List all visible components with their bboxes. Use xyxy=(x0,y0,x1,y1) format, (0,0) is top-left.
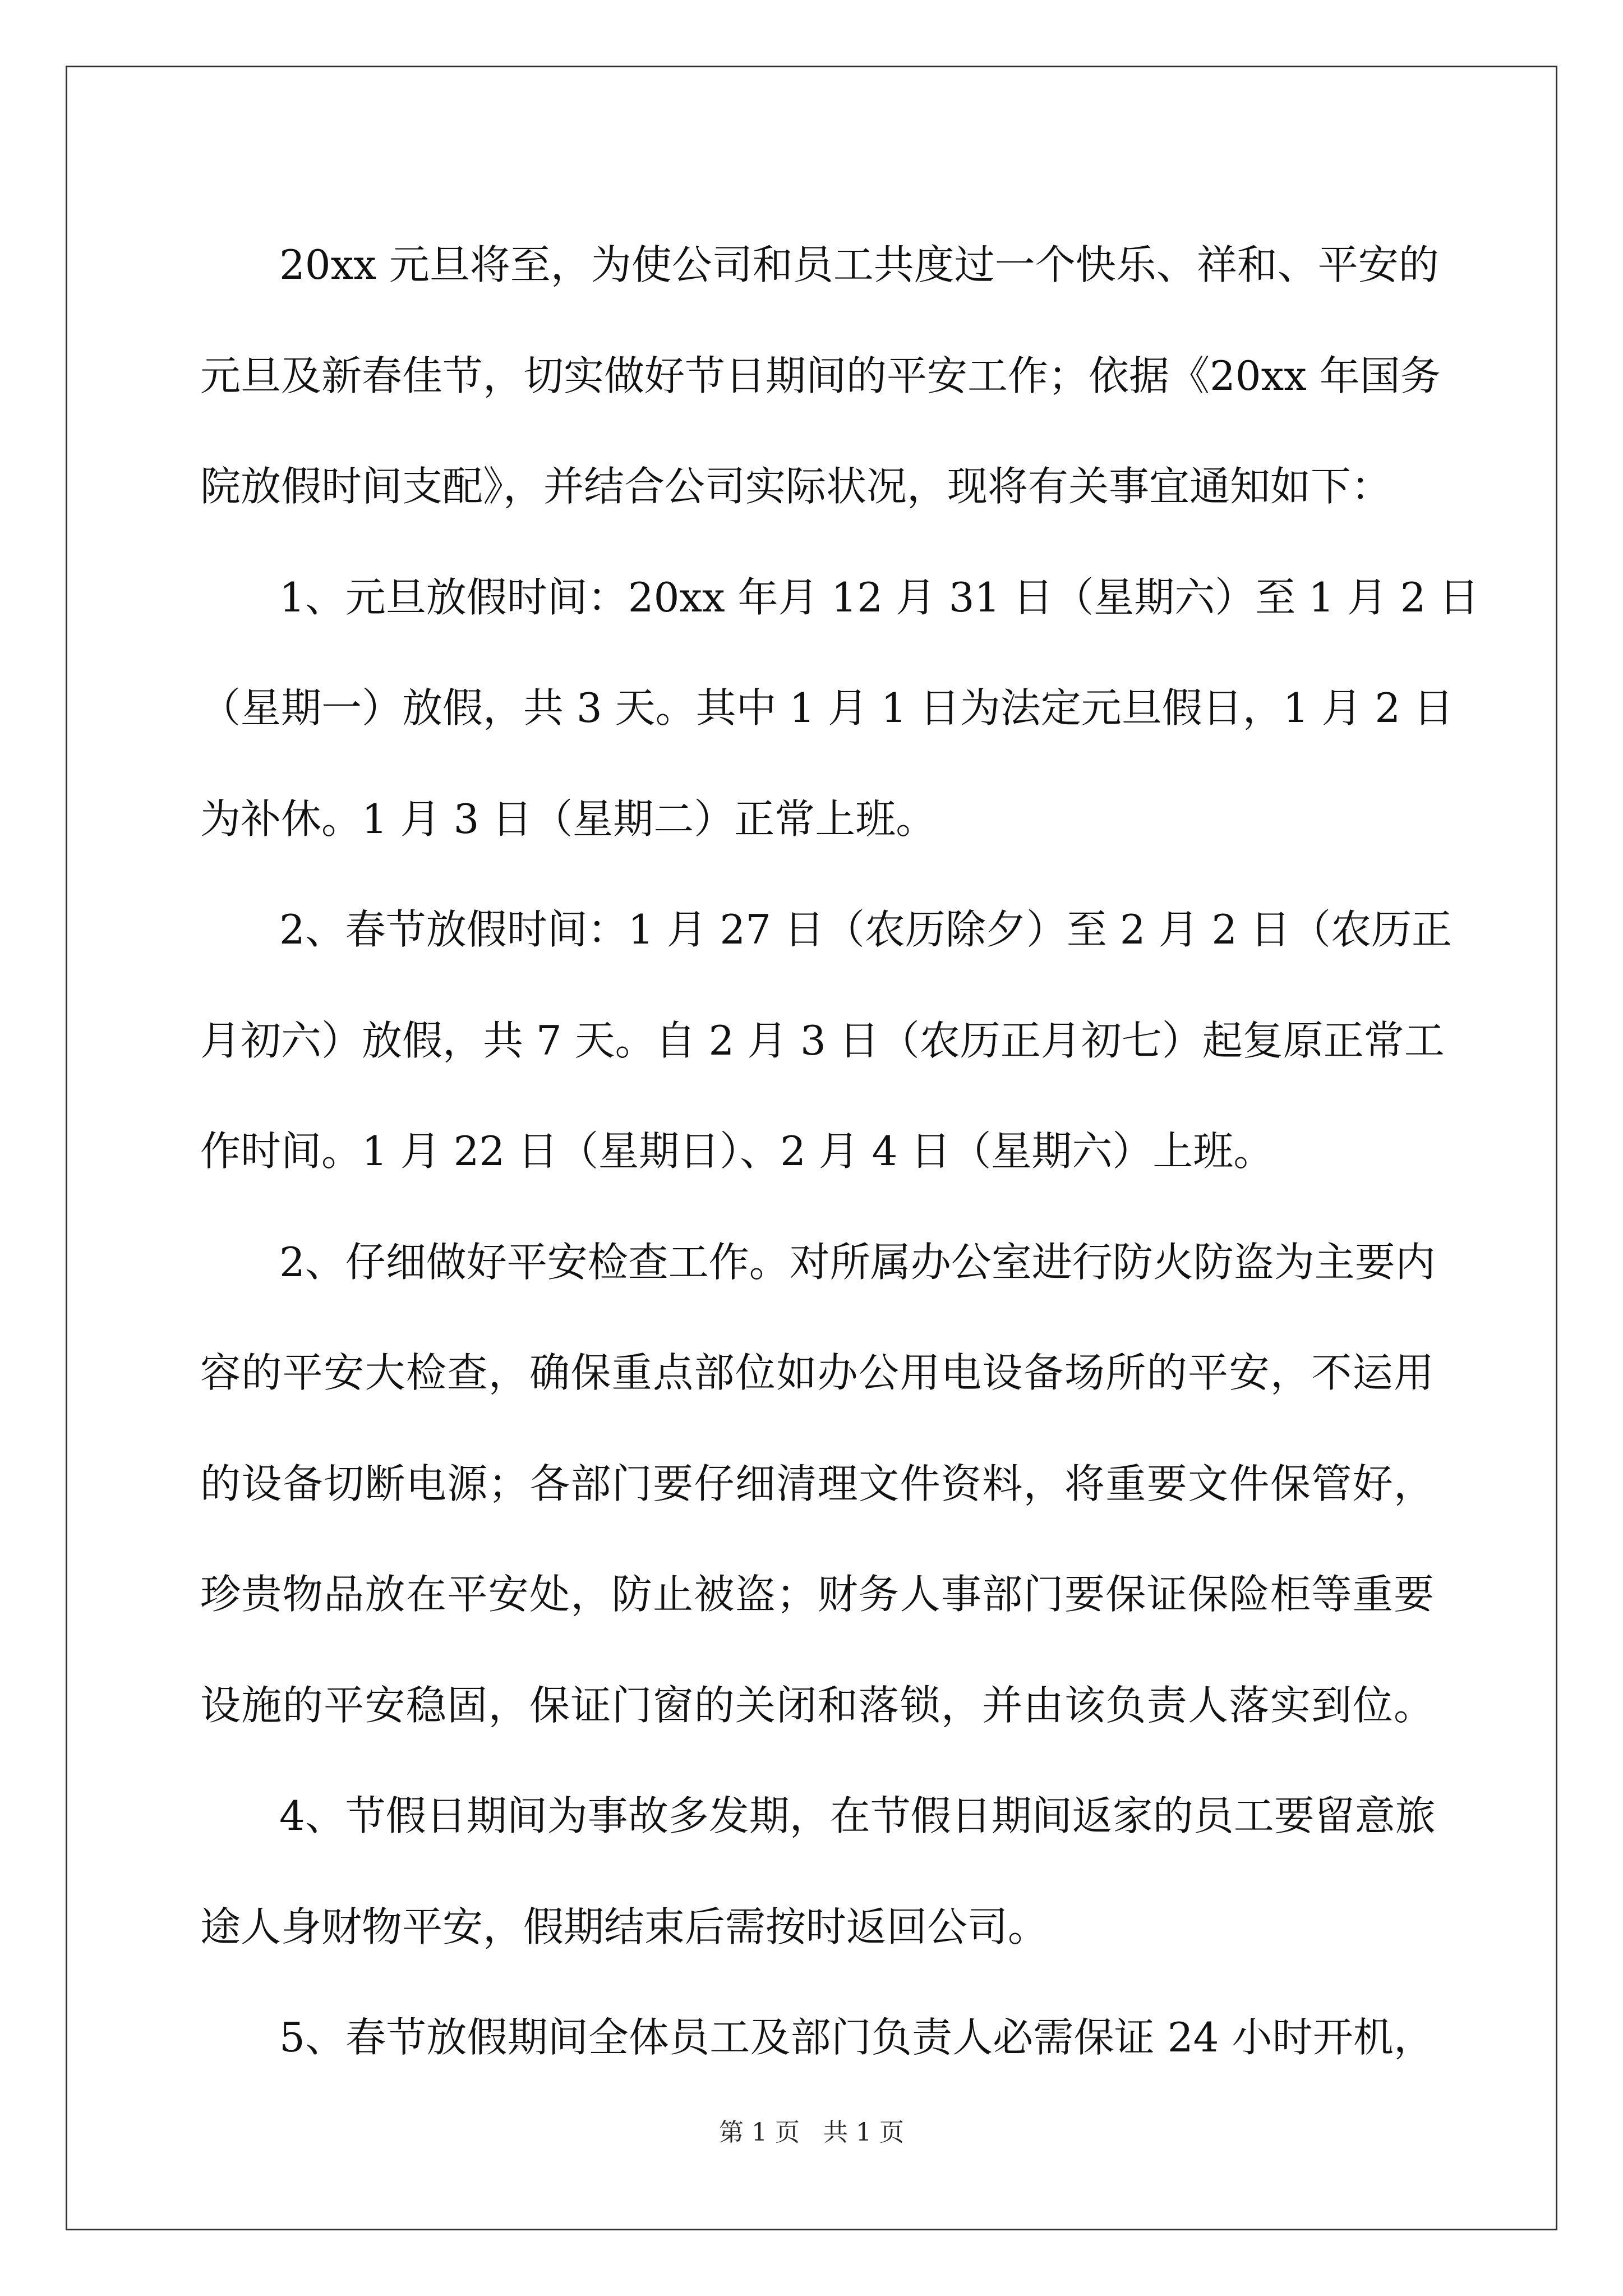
text-line: 2、春节放假时间：1 月 27 日（农历除夕）至 2 月 2 日（农历正 xyxy=(279,906,1453,953)
text-line: （星期一）放假，共 3 天。其中 1 月 1 日为法定元旦假日，1 月 2 日 xyxy=(200,684,1454,731)
paragraph-item-2b xyxy=(200,1207,1434,1761)
paragraph-item-2a xyxy=(200,875,1453,1207)
paragraph-item-1 xyxy=(200,542,1479,875)
paragraph-item-5 xyxy=(200,1982,1434,2093)
text-line: 月初六）放假，共 7 天。自 2 月 3 日（农历正月初七）起复原正常工 xyxy=(200,1016,1445,1064)
text-line: 设施的平安稳固，保证门窗的关闭和落锁，并由该负责人落实到位。 xyxy=(200,1681,1434,1729)
paragraph-intro xyxy=(200,210,1441,542)
paragraph-item-4 xyxy=(200,1761,1434,1982)
text-line: 2、仔细做好平安检查工作。对所属办公室进行防火防盗为主要内 xyxy=(279,1238,1436,1286)
text-line: 1、元旦放假时间：20xx 年月 12 月 31 日（星期六）至 1 月 2 日 xyxy=(279,573,1479,621)
text-line: 途人身财物平安，假期结束后需按时返回公司。 xyxy=(200,1903,1049,1950)
text-line: 作时间。1 月 22 日（星期日）、2 月 4 日（星期六）上班。 xyxy=(200,1128,1274,1175)
page-number-footer: 第 1 页 共 1 页 xyxy=(719,2118,904,2147)
text-line: 院放假时间支配》，并结合公司实际状况，现将有关事宜通知如下： xyxy=(200,463,1392,510)
text-line: 元旦及新春佳节，切实做好节日期间的平安工作；依据《20xx 年国务 xyxy=(200,352,1441,399)
text-line: 为补休。1 月 3 日（星期二）正常上班。 xyxy=(200,795,937,843)
text-line: 的设备切断电源；各部门要仔细清理文件资料，将重要文件保管好， xyxy=(200,1460,1434,1507)
text-line: 20xx 元旦将至，为使公司和员工共度过一个快乐、祥和、平安的 xyxy=(279,241,1439,288)
text-line: 珍贵物品放在平安处，防止被盗；财务人事部门要保证保险柜等重要 xyxy=(200,1571,1434,1618)
document-body xyxy=(200,210,1479,2093)
text-line: 5、春节放假期间全体员工及部门负责人必需保证 24 小时开机， xyxy=(279,2014,1434,2061)
text-line: 4、节假日期间为事故多发期，在节假日期间返家的员工要留意旅 xyxy=(279,1792,1436,1839)
text-line: 容的平安大检查，确保重点部位如办公用电设备场所的平安，不运用 xyxy=(200,1349,1434,1396)
